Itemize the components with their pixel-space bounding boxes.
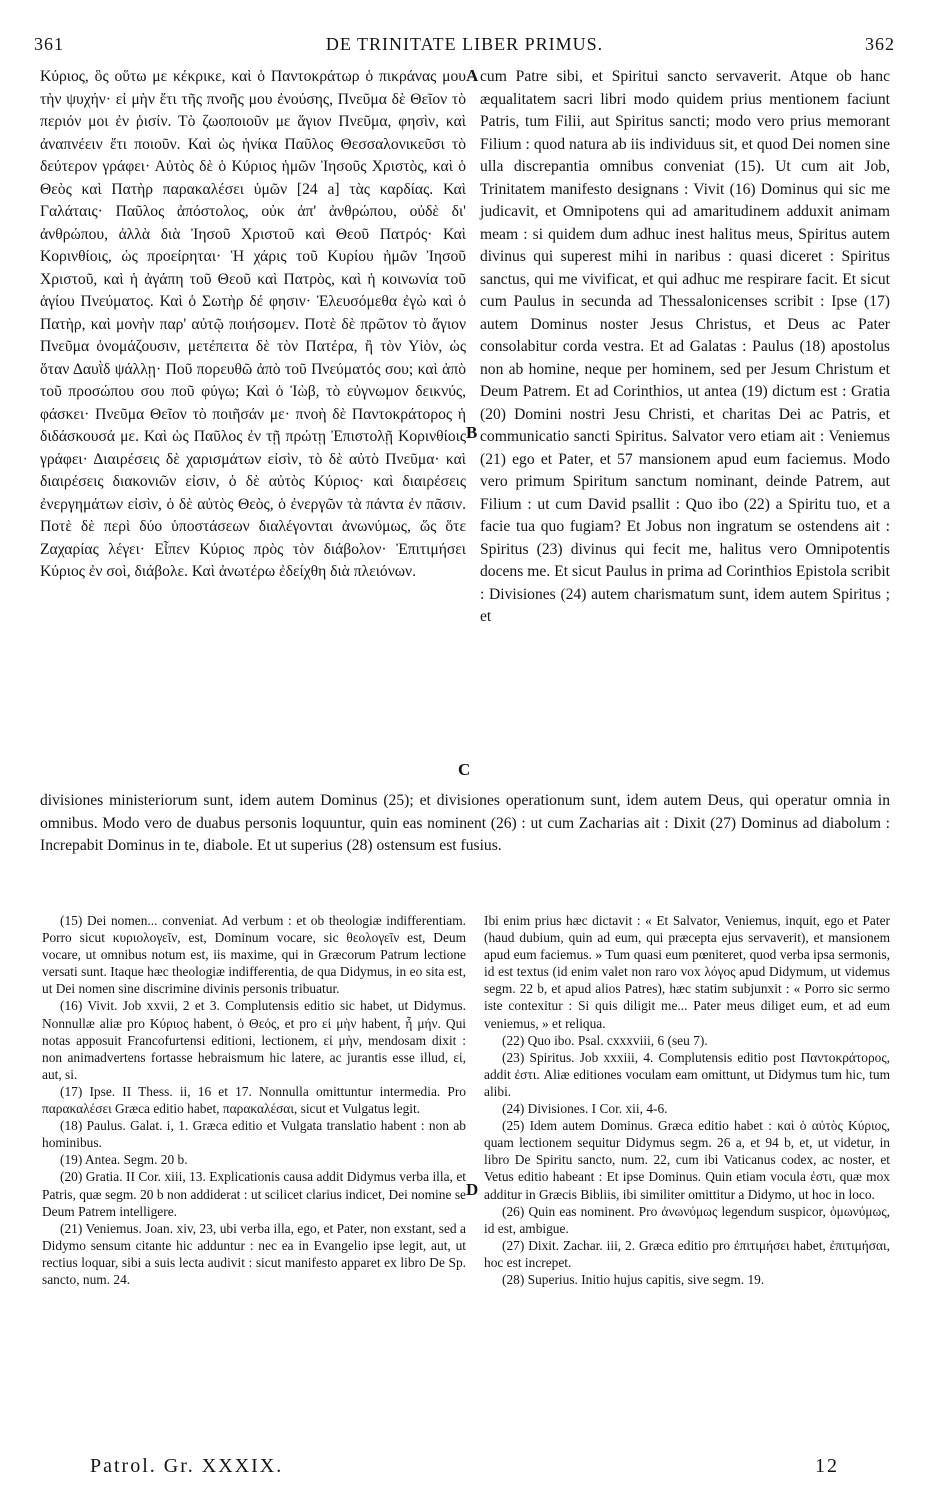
margin-letter-d: D (466, 1180, 479, 1199)
greek-column (40, 66, 466, 584)
footnote: Ibi enim prius hæc dictavit : « Et Salvator, Veniemus, inquit, ego et Pater (haud dubium, quin ad eum, qui præcepta ejus servaverit), et mansionem apud eum faciemus. » Tum quasi eum pœniteret, quod verba ipsa sermonis, id est textus (id enim valet non raro vox λόγος apud Didymum, ut videmus segm. 22 b, et apud alios Patres), hæc statim subjunxit : « Porro sic sermo iste contexitur : Si quis diligit me... Pater meus diliget eum, et ad eum veniemus, » et reliqua. (484, 913, 890, 1031)
footnotes-left (42, 912, 466, 1288)
footnote: (25) Idem autem Dominus. Græca editio habet : καὶ ὁ αὐτὸς Κύριος, quam lectionem sequitur Didymus segm. 26 a, et 94 b, et, ut videtur, in libro De Spiritu sancto, num. 22, cum ibi Vaticanus codex, ac noster, et Vetus editio habeant : Et ipse Dominus. Quin etiam vocula ἐστι, quæ mox additur in Græcis Bibliis, ibi similiter omittitur a Didymo, ut hoc in loco. (484, 1118, 890, 1202)
footnotes-right (484, 912, 890, 1288)
footnote: (17) Ipse. II Thess. ii, 16 et 17. Nonnulla omittuntur intermedia. Pro παρακαλέσει Græca editio habet, παρακαλέσαι, sicut et Vulgatus legit. (42, 1083, 466, 1117)
footnote: (24) Divisiones. I Cor. xii, 4-6. (502, 1101, 668, 1117)
footnote: (27) Dixit. Zachar. iii, 2. Græca editio pro ἐπιτιμήσει habet, ἐπιτιμήσαι, hoc est increpet. (484, 1237, 890, 1270)
footnote: (21) Veniemus. Joan. xiv, 23, ubi verba illa, ego, et Pater, non exstant, sed a Didymo sensum citante hic adduntur : nec ea in Evangelio ipse legit, aut, ut rectius loquar, sibi a suis lecta audivit : sicut manifesto apparet ex libro De Sp. sancto, num. 24. (42, 1220, 466, 1287)
margin-letter-b: B (466, 423, 478, 442)
gathering-number: 12 (815, 1455, 839, 1477)
footnote: (22) Quo ibo. Psal. cxxxviii, 6 (seu 7). (502, 1032, 708, 1048)
footnote: (23) Spiritus. Job xxxiii, 4. Complutensis editio post Παντοκράτορος, addit ἐστι. Aliæ editiones voculam eam omittunt, ut Didymus tum hic, tum alibi. (484, 1049, 890, 1099)
footnote: (19) Antea. Segm. 20 b. (60, 1152, 188, 1168)
margin-letter-a: A (466, 66, 479, 85)
greek-text: Κύριος, ὃς οὕτω με κέκρικε, καὶ ὁ Παντοκράτωρ ὁ πικράνας μου τὴν ψυχήν· εἰ μὴν ἔτι τῆς πνοῆς μου ἐνούσης, Πνεῦμα δὲ Θεῖον τὸ περιόν μοι ἐν ῥισίν. Τὸ ζωοποιοῦν με ἅγιον Πνεῦμα, φησὶν, καὶ ἀναπνέειν ἔτι ποιοῦν. Καὶ ὡς ἡνίκα Παῦλος Θεσσαλονικεῦσι τὸ δεύτερον γράφει· Αὐτὸς δὲ ὁ Κύριος ἡμῶν Ἰησοῦς Χριστὸς, καὶ ὁ Θεὸς καὶ Πατὴρ παρακαλέσει ὑμῶν [24 a] τὰς καρδίας. Καὶ Γαλάταις· Παῦλος ἀπόστολος, οὐκ ἀπ' ἀνθρώπου, οὐδὲ δι' ἀνθρώπου, ἀλλὰ διὰ Ἰησοῦ Χριστοῦ καὶ Θεοῦ Πατρός· Καὶ Κορινθίοις, ὡς προείρηται· Ἡ χάρις τοῦ Κυρίου ἡμῶν Ἰησοῦ Χριστοῦ, καὶ ἡ ἀγάπη τοῦ Θεοῦ καὶ Πατρὸς, καὶ ἡ κοινωνία τοῦ ἁγίου Πνεύματος. Καὶ ὁ Σωτὴρ δέ φησιν· Ἐλευσόμεθα ἐγὼ καὶ ὁ Πατὴρ, καὶ μονὴν παρ' αὐτῷ ποιήσομεν. Ποτὲ δὲ πρῶτον τὸ ἅγιον Πνεῦμα ὀνομάζουσιν, μετέπειτα δὲ τὸν Πατέρα, ἢ τὸν Υἱὸν, ὡς ὅταν Δαυῒδ ψάλλῃ· Ποῦ πορευθῶ ἀπὸ τοῦ Πνεύματός σου; καὶ ἀπὸ τοῦ προσώπου σου ποῦ φύγω; Καὶ ὁ Ἰὼβ, τὸ εὐγνωμον δεικνύς, φάσκει· Πνεῦμα Θεῖον τὸ ποιῆσάν με· πνοὴ δὲ Παντοκράτορος ἡ διδάσκουσά με. Καὶ ὡς Παῦλος ἐν τῇ πρώτῃ Ἐπιστολῇ Κορινθίοις γράφει· Διαιρέσεις δὲ χαρισμάτων εἰσὶν, τὸ δὲ αὐτὸ Πνεῦμα· καὶ διαιρέσεις διακονιῶν εἰσιν, ὁ δὲ αὐτὸς Κύριος· καὶ διαιρέσεις ἐνεργημάτων εἰσὶν, ὁ δὲ αὐτὸς Θεὸς, ὁ ἐνεργῶν τὰ πάντα ἐν πᾶσιν. Ποτὲ δὲ περὶ δύο ὑποστάσεων διαλέγονται ἀνωνύμως, ὥς ὅτε Ζαχαρίας λέγει· Εἶπεν Κύριος πρὸς τὸν διάβολον· Ἐπιτιμήσει Κύριος ἐν σοὶ, διάβολε. Καὶ ἀνωτέρω ἐδείχθη διὰ πλειόνων. (40, 68, 466, 580)
full-width-text: divisiones ministeriorum sunt, idem autem Dominus (25); et divisiones operationum sunt, idem autem Deus, qui operatur omnia in omnibus. Modo vero de duabus personis loquuntur, quin eas nominent (26) : ut cum Zacharias ait : Dixit (27) Dominus ad diabolum : Increpabit Dominus in te, diabole. Et ut superius (28) ostensum est fusius. (40, 792, 890, 854)
latin-column (480, 66, 890, 629)
footnote: (28) Superius. Initio hujus capitis, sive segm. 19. (502, 1271, 765, 1287)
page-footer (90, 1455, 839, 1479)
footnote: (15) Dei nomen... conveniat. Ad verbum : et ob theologiæ indifferentiam. Porro sicut κυριολογεῖν, est, Dominum vocare, sic θεολογεῖν est, Deum vocare, ut omnibus notum est, iis maxime, qui in Græcorum Patrum lectione versati sunt. Itaque hæc theologiæ indifferentia, de qua Didymus, in eo sita est, ut Dei nomen sine discrimine divinis personis tribuatur. (42, 913, 466, 997)
footnote: (20) Gratia. II Cor. xiii, 13. Explicationis causa addit Didymus verba illa, et Patris, quæ segm. 20 b non addiderat : ut scilicet clarius indicet, Dei nomine se Deum Patrem intelligere. (42, 1169, 466, 1219)
left-page-number: 361 (34, 34, 64, 54)
footnote: (16) Vivit. Job xxvii, 2 et 3. Complutensis editio sic habet, ut Didymus. Nonnullæ aliæ pro Κύριος habent, ὁ Θεός, et pro εἰ μὴν habent, ἦ μήν. Qui notas apposuit Francofurtensi editioni, lectionem, εἰ μὴν, mendosam dixit : non animadvertens fortasse hebraismum hic latere, ac jurantis esse illud, εἰ, aut, si. (42, 998, 466, 1082)
latin-text: cum Patre sibi, et Spiritui sancto servaverit. Atque ob hanc æqualitatem sacri libri modo quidem prius mentionem faciunt Patris, tum Filii, aut Spiritus sancti; modo vero prius memorant Filium : quod natura ab iis individuus sit, et quod Dei nomen sine ulla discrepantia omnibus conveniat (15). Ut cum ait Job, Trinitatem manifesto designans : Vivit (16) Dominus qui sic me judicavit, et Omnipotens qui ad amaritudinem adduxit animam meam : si quidem dum adhuc inest halitus meus, Spiritus autem divinus qui superest mihi in naribus : quasi diceret : Spiritus sanctus, qui me vivificat, et qui adhuc me respirare facit. Et sicut cum Paulus in secunda ad Thessalonicenses scribit : Ipse (17) autem Dominus noster Jesus Christus, et Deus ac Pater consolabitur corda vestra. Et ad Galatas : Paulus (18) apostolus non ab homine, neque per hominem, sed per Jesum Christum et Deum Patrem. Et ad Corinthios, ut antea (19) dictum est : Gratia (20) Domini nostri Jesu Christi, et charitas Dei ac Patris, et communicatio sancti Spiritus. Salvator vero etiam ait : Veniemus (21) ego et Pater, et 57 mansionem apud eum faciemus. Modo vero primum Spiritum sanctum nominant, deinde Patrem, aut Filium : ut cum David psallit : Quo ibo (22) a Spiritu tuo, et a facie tua quo fugiam? Et Jobus non ingratum se ostendens ait : Spiritus (23) divinus qui fecit me, halitus vero Omnipotentis docens me. Et sicut Paulus in prima ad Corinthios Epistola scribit : Divisiones (24) autem charismatum sunt, idem autem Spiritus ; et (480, 68, 890, 625)
running-title: DE TRINITATE LIBER PRIMUS. (325, 34, 604, 54)
footnote: (26) Quin eas nominent. Pro ἀνωνύμως legendum suspicor, ὁμωνύμως, id est, ambigue. (484, 1203, 890, 1236)
full-width-paragraph (40, 790, 890, 858)
footnote: (18) Paulus. Galat. i, 1. Græca editio et Vulgata translatio habent : non ab hominibus. (42, 1118, 466, 1151)
right-page-number: 362 (865, 34, 895, 54)
running-header (34, 34, 895, 56)
volume-signature: Patrol. Gr. XXXIX. (90, 1455, 284, 1477)
margin-letter-c: C (458, 760, 471, 779)
